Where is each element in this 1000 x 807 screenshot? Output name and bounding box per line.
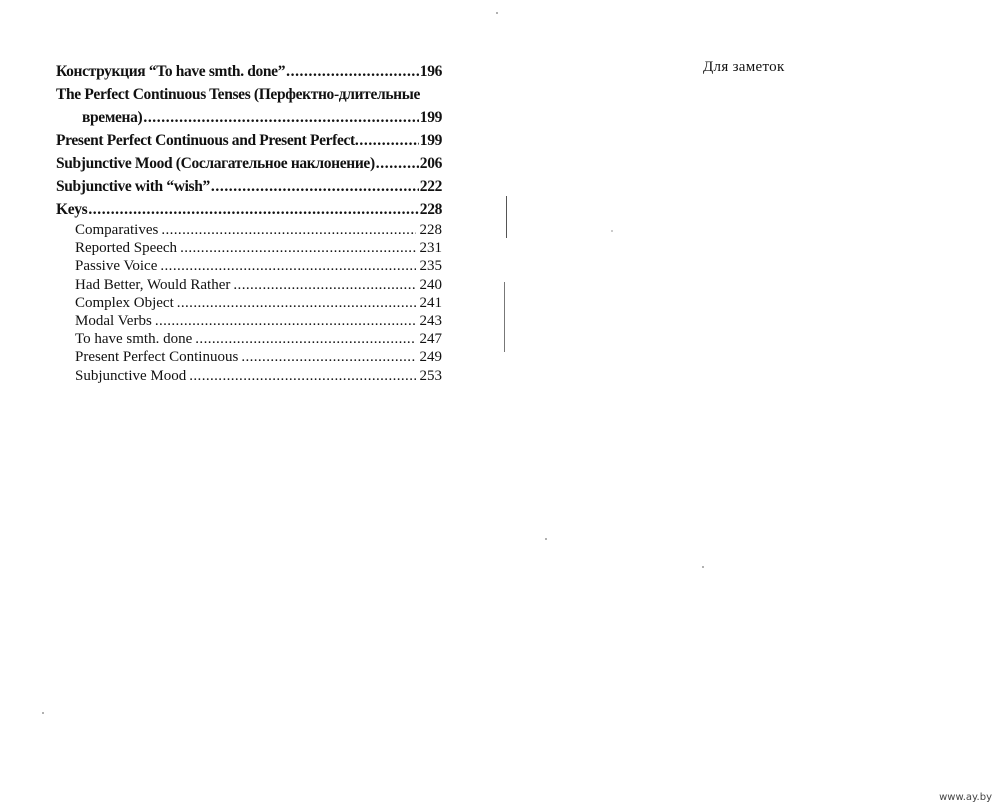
dot-leader — [143, 106, 418, 129]
dot-leader — [286, 60, 419, 83]
toc-subentry — [56, 367, 442, 385]
toc-subentry-page: 231 — [419, 240, 442, 257]
dot-leader — [376, 152, 419, 175]
scan-mark — [506, 196, 507, 238]
toc-subentry-page: 243 — [419, 312, 442, 329]
toc-subentry-title: Comparatives — [75, 222, 159, 238]
dot-leader — [359, 129, 418, 152]
toc-subentry-title: Modal Verbs — [75, 312, 152, 329]
toc-entry — [56, 175, 442, 198]
toc-subentry-page: 241 — [419, 294, 442, 311]
toc-subentry — [56, 276, 442, 294]
scan-speck — [611, 230, 613, 232]
dot-leader — [177, 294, 416, 312]
scan-speck — [702, 566, 704, 568]
dot-leader — [195, 330, 415, 348]
scan-speck — [42, 712, 44, 714]
toc-entry — [56, 60, 442, 83]
dot-leader — [211, 175, 419, 198]
toc-subentry-title: Reported Speech — [75, 240, 178, 257]
dot-leader — [88, 198, 418, 221]
toc-entry-title: The Perfect Continuous Tenses (Перфектно-длительные — [56, 86, 421, 103]
dot-leader — [241, 348, 415, 366]
toc-entry — [56, 198, 442, 221]
toc-subentry — [56, 221, 442, 239]
toc-subentry-title: To have smth. done — [75, 331, 193, 348]
toc-entry-title: Subjunctive with “wish” — [56, 178, 210, 195]
toc-entry-title-continued: времена) — [82, 109, 143, 126]
toc-subentry — [56, 348, 442, 366]
toc-subentry-title: Passive Voice — [75, 258, 158, 275]
table-of-contents — [56, 60, 442, 385]
toc-entry-page: 199 — [419, 132, 442, 149]
toc-subentry-title: Complex Object — [75, 294, 174, 311]
toc-subentry-page: 240 — [419, 276, 442, 293]
toc-subentry — [56, 257, 442, 275]
notes-heading: Для заметок — [703, 59, 785, 75]
toc-subentry — [56, 294, 442, 312]
scan-speck — [545, 538, 547, 540]
toc-entry-page: 199 — [419, 109, 442, 126]
toc-entry — [56, 129, 442, 152]
toc-entry-title: Конструкция “To have smth. done” — [56, 63, 286, 80]
dot-leader — [160, 257, 415, 275]
dot-leader — [180, 239, 415, 257]
toc-subentry-page: 253 — [419, 367, 442, 384]
toc-entry-page: 228 — [419, 201, 442, 218]
toc-entry-title: Keys — [56, 201, 88, 218]
dot-leader — [189, 367, 415, 385]
toc-entry — [56, 152, 442, 175]
toc-subentry-page: 235 — [419, 258, 442, 275]
toc-subentry-page: 249 — [419, 349, 442, 366]
toc-subentry-title: Present Perfect Continuous — [75, 349, 239, 366]
toc-entry-page: 222 — [419, 178, 442, 195]
dot-leader — [161, 221, 415, 239]
toc-entry-title: Present Perfect Continuous and Present Perfect. — [56, 132, 359, 149]
toc-subentry — [56, 330, 442, 348]
dot-leader — [155, 312, 416, 330]
toc-subentry-title: Subjunctive Mood — [75, 367, 187, 384]
right-page — [500, 0, 1000, 807]
toc-subentry — [56, 239, 442, 257]
toc-entry-title: Subjunctive Mood (Сослагательное наклонение) — [56, 155, 375, 172]
scan-mark — [504, 282, 505, 352]
dot-leader — [233, 276, 415, 294]
watermark: www.ay.by — [939, 792, 992, 803]
toc-subentry-title: Had Better, Would Rather — [75, 276, 231, 293]
toc-subentry — [56, 312, 442, 330]
toc-entry-page: 196 — [419, 63, 442, 80]
toc-entry — [56, 83, 442, 129]
scan-speck — [496, 12, 498, 14]
toc-subentry-page: 247 — [419, 331, 442, 348]
toc-subentry-page: 228 — [419, 222, 442, 238]
toc-entry-page: 206 — [419, 155, 442, 172]
